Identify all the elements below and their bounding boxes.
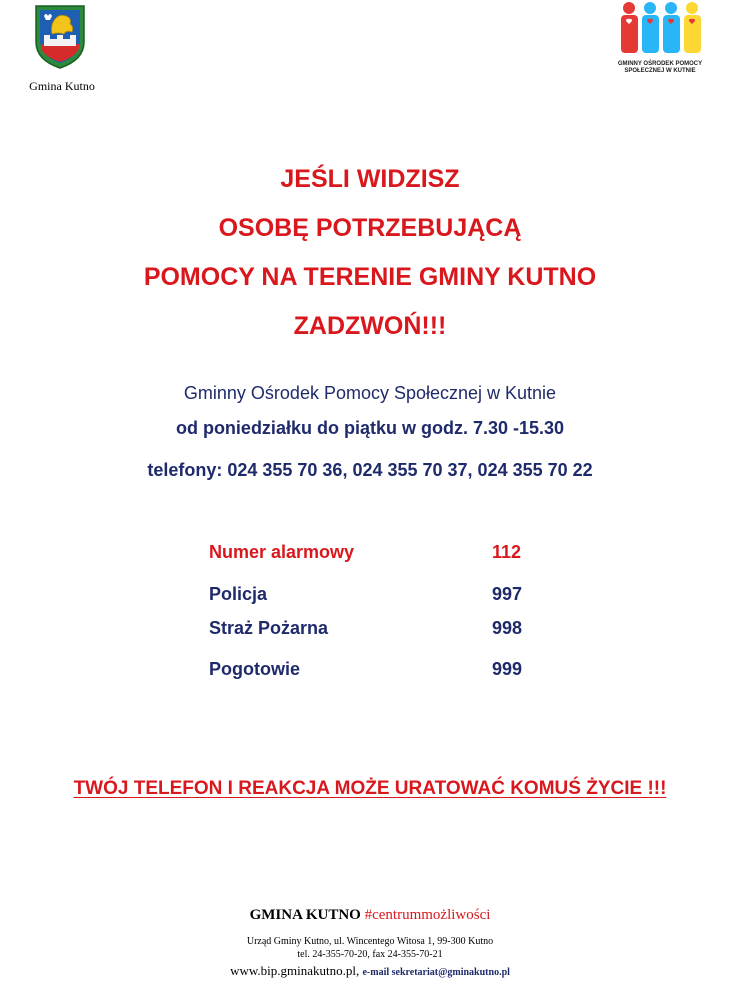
coat-of-arms-icon [32,4,88,70]
footer-brand-line [0,907,740,924]
headline-line-1: JEŚLI WIDZISZ [280,165,460,193]
office-name: Gminny Ośrodek Pomocy Społecznej w Kutnie [183,383,557,403]
call-to-action: TWÓJ TELEFON I REAKCJA MOŻE URATOWAĆ KOMUŚ ŻYCIE !!! [73,778,667,799]
gmina-kutno-label: Gmina Kutno [29,79,95,93]
footer-brand: GMINA KUTNO [249,907,361,923]
people-figures-icon [618,0,702,56]
emergency-number: 998 [492,618,523,638]
headline [0,160,740,356]
emergency-row [209,584,539,608]
emergency-name: Numer alarmowy [209,542,355,562]
gops-logo [608,0,712,75]
office-phones: telefony: 024 355 70 36, 024 355 70 37, 024 355 70 22 [147,460,593,480]
footer-email-link[interactable]: e-mail sekretariat@gminakutno.pl [362,967,510,978]
footer-hashtag: #centrummożliwości [364,907,491,923]
emergency-number: 999 [492,659,523,679]
footer-address: Urząd Gminy Kutno, ul. Wincentego Witosa 1, 99-300 Kutno [246,936,494,947]
emergency-name: Policja [209,584,268,604]
emergency-name: Pogotowie [209,659,300,679]
emergency-number: 112 [492,542,522,562]
emergency-row [209,618,539,642]
emergency-row [209,659,539,683]
emergency-row [209,542,539,566]
emergency-name: Straż Pożarna [209,618,329,638]
gops-label-line2: SPOŁECZNEJ W KUTNIE [624,68,696,74]
headline-line-3: POMOCY NA TERENIE GMINY KUTNO [143,263,597,291]
headline-line-4: ZADZWOŃ!!! [293,312,447,340]
gops-label-line1: GMINNY OŚRODEK POMOCY [617,61,703,67]
footer-contact-line [0,963,740,979]
footer-phone-fax: tel. 24-355-70-20, fax 24-355-70-21 [297,949,443,960]
gmina-kutno-logo [26,4,98,94]
headline-line-2: OSOBĘ POTRZEBUJĄCĄ [218,214,522,242]
emergency-number: 997 [492,584,523,604]
office-hours: od poniedziałku do piątku w godz. 7.30 -15.30 [175,418,565,438]
footer-website-link[interactable]: www.bip.gminakutno.pl, [230,963,360,978]
